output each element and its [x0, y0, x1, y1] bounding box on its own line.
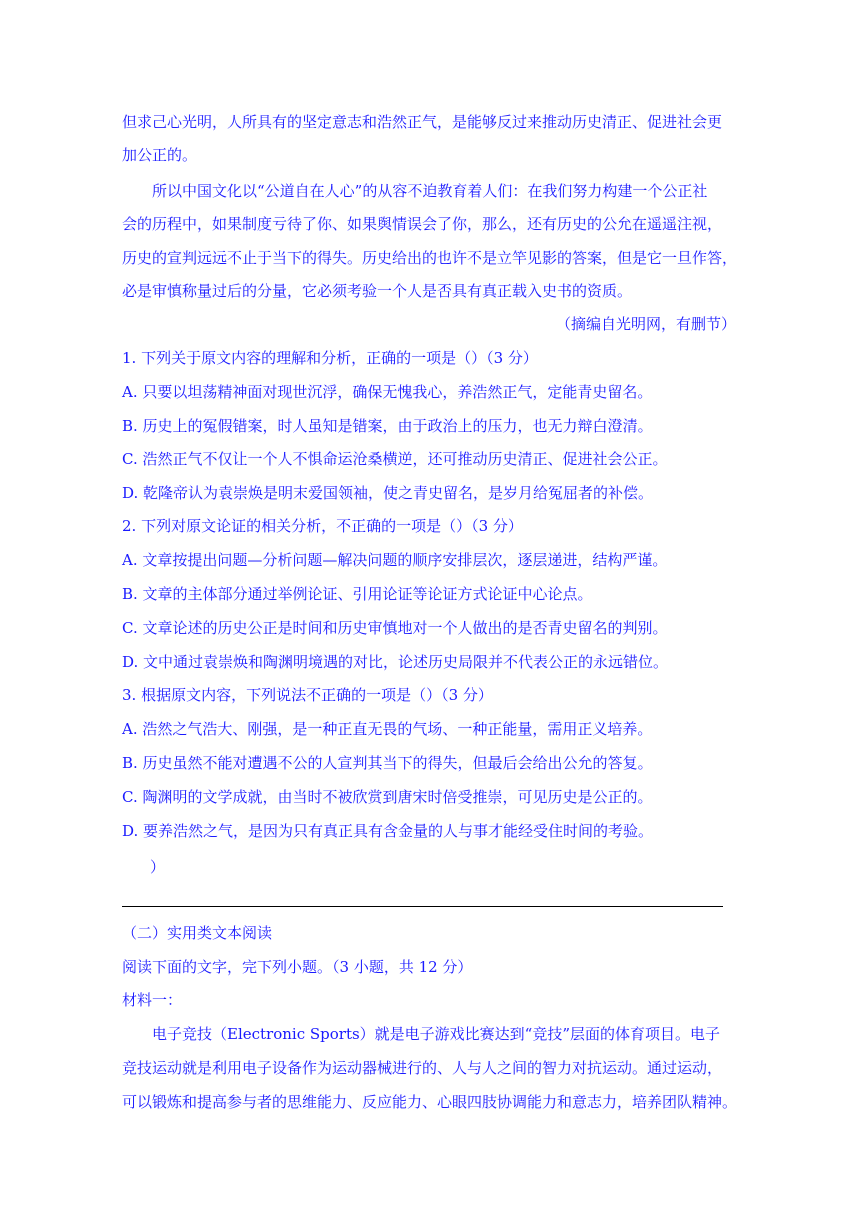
stray-bracket: ）	[150, 858, 166, 876]
material-line: 竞技运动就是利用电子设备作为运动器械进行的、人与人之间的智力对抗运动。通过运动，	[122, 1059, 723, 1077]
answer-option: C. 文章论述的历史公正是时间和历史审慎地对一个人做出的是否青史留名的判别。	[122, 619, 668, 637]
answer-option: C. 陶渊明的文学成就，由当时不被欣赏到唐宋时倍受推崇，可见历史是公正的。	[122, 788, 653, 806]
section-heading: （二）实用类文本阅读	[122, 924, 273, 942]
material-label: 材料一：	[122, 991, 183, 1009]
passage-line: 会的历程中，如果制度亏待了你、如果舆情误会了你，那么，还有历史的公允在遥遥注视，	[122, 215, 723, 233]
section-instruction: 阅读下面的文字，完下列小题。（3 小题，共 12 分）	[122, 958, 473, 976]
answer-option: A. 只要以坦荡精神面对现世沉浮，确保无愧我心，养浩然正气，定能青史留名。	[122, 383, 653, 401]
answer-option: C. 浩然正气不仅让一个人不惧命运沧桑横逆，还可推动历史清正、促进社会公正。	[122, 450, 668, 468]
passage-line: 所以中国文化以“公道自在人心”的从容不迫教育着人们：在我们努力构建一个公正社	[152, 182, 708, 200]
source-credit: （摘编自光明网，有删节）	[555, 315, 736, 333]
section-divider	[122, 906, 723, 907]
answer-option: D. 文中通过袁崇焕和陶渊明境遇的对比，论述历史局限并不代表公正的永远错位。	[122, 653, 669, 671]
answer-option: B. 历史上的冤假错案，时人虽知是错案，由于政治上的压力，也无力辩白澄清。	[122, 417, 653, 435]
passage-line: 但求己心光明，人所具有的坚定意志和浩然正气，是能够反过来推动历史清正、促进社会更	[122, 113, 723, 131]
answer-option: A. 浩然之气浩大、刚强，是一种正直无畏的气场、一种正能量，需用正义培养。	[122, 720, 653, 738]
answer-option: A. 文章按提出问题—分析问题—解决问题的顺序安排层次，逐层递进，结构严谨。	[122, 551, 668, 569]
answer-option: D. 乾隆帝认为袁崇焕是明末爱国领袖，使之青史留名，是岁月给冤屈者的补偿。	[122, 484, 654, 502]
passage-line: 历史的宣判远远不止于当下的得失。历史给出的也许不是立竿见影的答案，但是它一旦作答，	[122, 249, 738, 267]
answer-option: B. 历史虽然不能对遭遇不公的人宣判其当下的得失，但最后会给出公允的答复。	[122, 754, 653, 772]
answer-option: B. 文章的主体部分通过举例论证、引用论证等论证方式论证中心论点。	[122, 585, 593, 603]
answer-option: D. 要养浩然之气，是因为只有真正具有含金量的人与事才能经受住时间的考验。	[122, 822, 654, 840]
passage-line: 必是审慎称量过后的分量，它必须考验一个人是否具有真正载入史书的资质。	[122, 282, 633, 300]
question-stem: 2. 下列对原文论证的相关分析，不正确的一项是（）（3 分）	[122, 517, 523, 535]
passage-line: 加公正的。	[122, 146, 198, 164]
question-stem: 3. 根据原文内容，下列说法不正确的一项是（）（3 分）	[122, 686, 493, 704]
material-line: 可以锻炼和提高参与者的思维能力、反应能力、心眼四肢协调能力和意志力，培养团队精神。	[122, 1093, 738, 1111]
material-line: 电子竞技（Electronic Sports）就是电子游戏比赛达到“竞技”层面的体育项目。电子	[152, 1025, 721, 1043]
question-stem: 1. 下列关于原文内容的理解和分析，正确的一项是（）（3 分）	[122, 349, 538, 367]
